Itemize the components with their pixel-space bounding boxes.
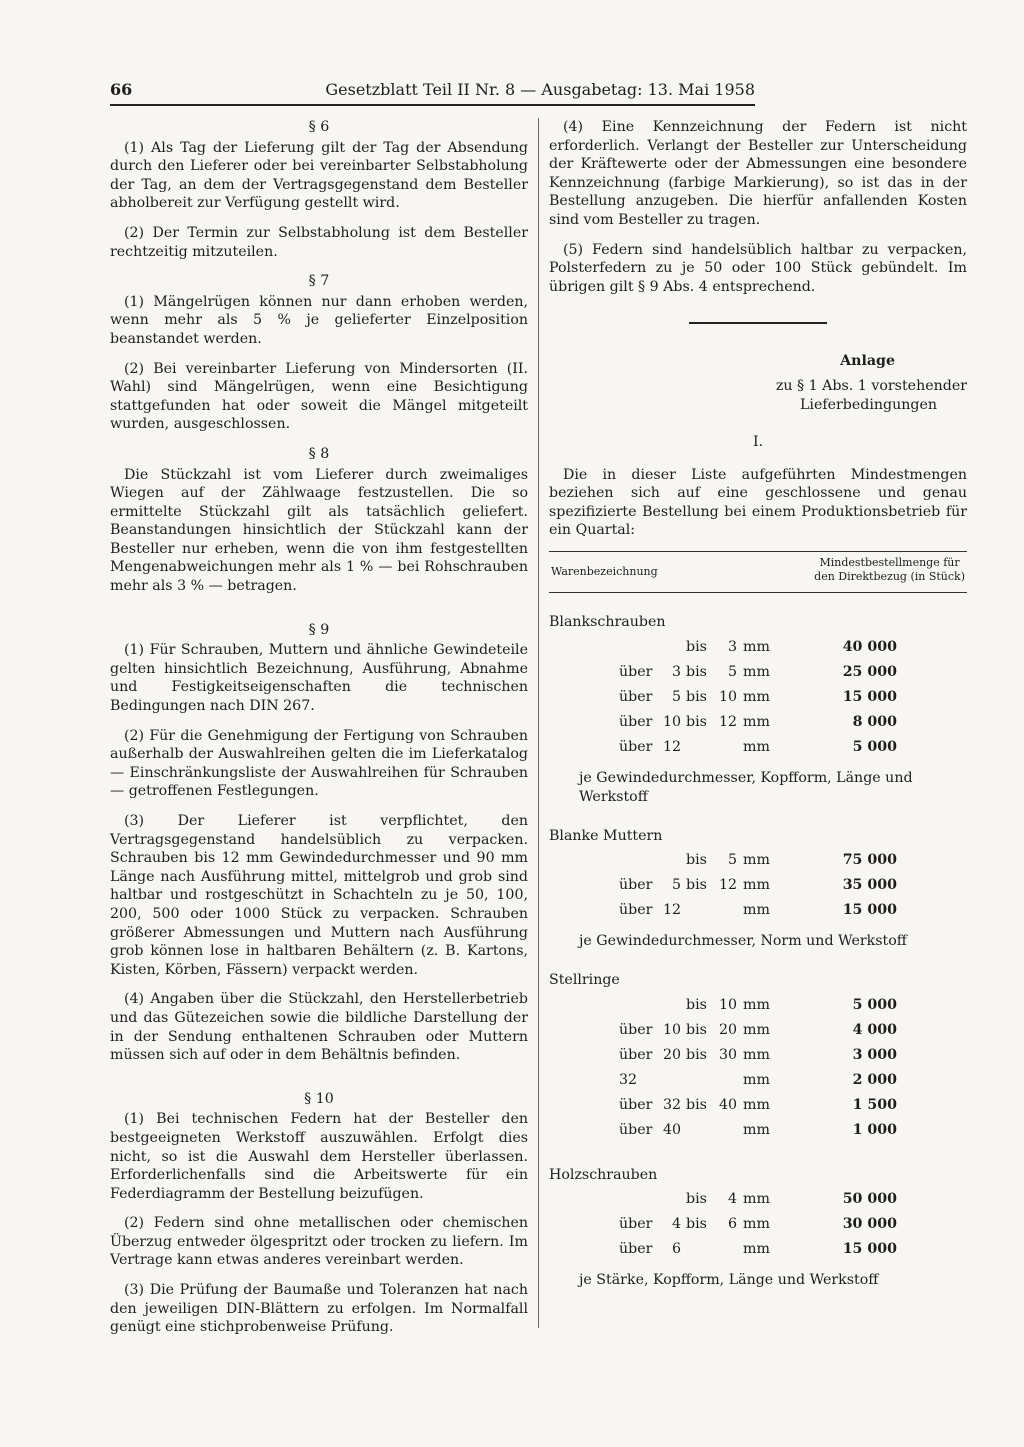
range-unit: mm — [743, 902, 770, 919]
paragraph: (1) Als Tag der Lieferung gilt der Tag der Absendung durch den Lieferer oder bei vereinbarter Selbstabholung der Tag, an dem der Vertragsgegenstand dem Besteller abholbereit zur Verfügung gestellt wird. — [110, 139, 528, 212]
range-to: 12 — [718, 713, 737, 730]
range-from: 12 — [662, 902, 681, 919]
column-header-line: Mindestbestellmenge für — [819, 555, 960, 569]
paragraph: (2) Bei vereinbarter Lieferung von Mindersorten (II. Wahl) sind Mängelrügen, wenn eine Besichtigung stattgefunden hat oder soweit die Mängel mitgeteilt wurden, ausgeschlossen. — [110, 360, 528, 433]
anlage-subtitle-line: Lieferbedingungen — [800, 396, 937, 413]
separator-rule — [689, 322, 827, 324]
range-unit: mm — [743, 738, 770, 755]
range-to: 10 — [718, 996, 737, 1013]
table-row — [549, 996, 967, 1021]
column-header — [814, 556, 965, 584]
paragraph: (2) Der Termin zur Selbstabholung ist dem Besteller rechtzeitig mitzuteilen. — [110, 224, 528, 260]
table-row — [549, 1190, 967, 1215]
paragraph: (1) Bei technischen Federn hat der Besteller den bestgeeigneten Werkstoff auszuwählen. Erfolgt dies nicht, so ist die Auswahl dem Hersteller überlassen. Erforderlichenfalls sind die Arbeitswerte für ein Federdiagramm der Bestellung beizufügen. — [110, 1111, 528, 1202]
table-row — [549, 901, 967, 926]
range-from: 12 — [662, 738, 681, 755]
range-bis: bis — [686, 1021, 707, 1038]
range-prefix: über — [619, 1021, 653, 1038]
header-title: Gesetzblatt Teil II Nr. 8 — Ausgabetag: 13. Mai 1958 — [325, 80, 755, 99]
range-prefix: über — [619, 738, 653, 755]
range-to: 20 — [718, 1021, 737, 1038]
range-bis: bis — [686, 1046, 707, 1063]
range-unit: mm — [743, 638, 770, 655]
group-note: je Gewindedurchmesser, Norm und Werkstoff — [579, 933, 907, 950]
table-body — [549, 613, 967, 1290]
table-row — [549, 1215, 967, 1240]
range-bis: bis — [686, 713, 707, 730]
range-to: 6 — [727, 1216, 737, 1233]
group-note: je Stärke, Kopfform, Länge und Werkstoff — [579, 1272, 879, 1289]
range-from: 20 — [662, 1046, 681, 1063]
range-prefix: über — [619, 1046, 653, 1063]
left-column — [110, 118, 528, 1348]
range-unit: mm — [743, 1191, 770, 1208]
paragraph: (4) Angaben über die Stückzahl, den Herstellerbetrieb und das Gütezeichen sowie die bildliche Darstellung der in der Sendung enthaltenen Schrauben oder Muttern müssen sich auf oder in dem Behältnis befinden. — [110, 991, 528, 1064]
table-group — [549, 1166, 967, 1291]
table-row — [549, 851, 967, 876]
range-to: 10 — [718, 688, 737, 705]
section-heading: § 10 — [304, 1090, 334, 1107]
range-unit: mm — [743, 1241, 770, 1258]
quantity: 1 000 — [852, 1121, 897, 1138]
quantity: 75 000 — [842, 852, 897, 869]
table-row — [549, 1121, 967, 1146]
range-prefix: über — [619, 1096, 653, 1113]
quantity: 25 000 — [842, 663, 897, 680]
quantity: 35 000 — [842, 877, 897, 894]
range-to: 4 — [727, 1191, 737, 1208]
range-bis: bis — [686, 663, 707, 680]
section-heading: § 6 — [308, 119, 330, 135]
quantity: 4 000 — [852, 1021, 897, 1038]
range-bis: bis — [686, 1096, 707, 1113]
range-prefix: über — [619, 1121, 653, 1138]
quantity: 40 000 — [842, 638, 897, 655]
group-title: Stellringe — [549, 972, 620, 989]
range-bis: bis — [686, 852, 707, 869]
range-prefix: über — [619, 1241, 653, 1258]
range-unit: mm — [743, 996, 770, 1013]
paragraph: (2) Federn sind ohne metallischen oder chemischen Überzug entweder ölgespritzt oder trocken zu liefern. Im Vertrage kann etwas anderes vereinbart werden. — [110, 1215, 528, 1269]
paragraph: (1) Mängelrügen können nur dann erhoben werden, wenn mehr als 5 % je gelieferter Einzelposition beanstandet werden. — [110, 293, 528, 347]
quantity: 15 000 — [842, 1241, 897, 1258]
quantity: 3 000 — [852, 1046, 897, 1063]
page-number: 66 — [110, 80, 133, 99]
anlage-subtitle — [549, 377, 967, 415]
range-from: 10 — [662, 1021, 681, 1038]
range-unit: mm — [743, 1096, 770, 1113]
quantity: 8 000 — [852, 713, 897, 730]
paragraph: (3) Die Prüfung der Baumaße und Toleranzen hat nach den jeweiligen DIN-Blättern zu erfolgen. Im Normalfall genügt eine stichprobenweise Prüfung. — [110, 1282, 528, 1336]
range-prefix: über — [619, 688, 653, 705]
range-from: 10 — [662, 713, 681, 730]
roman-numeral: I. — [752, 433, 764, 450]
range-from: 6 — [671, 1241, 681, 1258]
range-unit: mm — [743, 877, 770, 894]
anlage-subtitle-line: zu § 1 Abs. 1 vorstehender — [775, 377, 967, 394]
table-header — [549, 551, 967, 593]
quantity: 1 500 — [852, 1096, 897, 1113]
range-unit: mm — [743, 1046, 770, 1063]
table-group — [549, 971, 967, 1146]
range-prefix: über — [619, 902, 653, 919]
range-bis: bis — [686, 638, 707, 655]
range-from: 4 — [671, 1216, 681, 1233]
table-row — [549, 1071, 967, 1096]
quantity: 5 000 — [852, 996, 897, 1013]
table-row — [549, 738, 967, 763]
paragraph: (3) Der Lieferer ist verpflichtet, den Vertragsgegenstand handelsüblich zu verpacken. Schrauben bis 12 mm Gewindedurchmesser und 90 mm Länge nach Ausführung mittel, mittelgrob und grob sind haltbar und rostgeschützt in Schachteln zu je 50, 100, 200, 500 oder 1000 Stück zu verpacken. Schrauben größerer Abmessungen und Muttern nach Ausführung grob können lose in haltbaren Behältern (z. B. Kartons, Kisten, Körben, Fässern) verpackt werden. — [110, 813, 528, 978]
anlage-title: Anlage — [840, 353, 895, 370]
range-bis: bis — [686, 996, 707, 1013]
anlage-intro: Die in dieser Liste aufgeführten Mindestmengen beziehen sich auf eine geschlossene und genau spezifizierte Bestellung bei einem Produktionsbetrieb für ein Quartal: — [549, 466, 967, 539]
paragraph: (2) Für die Genehmigung der Fertigung von Schrauben außerhalb der Auswahlreihen gelten die im Lieferkatalog — Einschränkungsliste der Auswahlreihen für Schrauben — getroffenen Festlegungen. — [110, 727, 528, 800]
range-to: 30 — [718, 1046, 737, 1063]
range-unit: mm — [743, 1021, 770, 1038]
paragraph: (5) Federn sind handelsüblich haltbar zu verpacken, Polsterfedern zu je 50 oder 100 Stück gebündelt. Im übrigen gilt § 9 Abs. 4 entsprechend. — [549, 241, 967, 295]
quantity: 50 000 — [842, 1191, 897, 1208]
section-heading: § 8 — [308, 445, 330, 462]
range-unit: mm — [743, 1121, 770, 1138]
range-prefix: über — [619, 877, 653, 894]
table-row — [549, 1046, 967, 1071]
table-row — [549, 713, 967, 738]
range-prefix: über — [619, 713, 653, 730]
range-to: 40 — [718, 1096, 737, 1113]
group-note: je Gewindedurchmesser, Kopfform, Länge und Werkstoff — [579, 769, 913, 805]
range-unit: mm — [743, 1071, 770, 1088]
column-header: Warenbezeichnung — [551, 564, 658, 578]
range-from: 32 — [662, 1096, 681, 1113]
range-unit: mm — [743, 852, 770, 869]
range-bis: bis — [686, 1191, 707, 1208]
range-from: 40 — [662, 1121, 681, 1138]
range-from: 5 — [671, 688, 681, 705]
range-unit: mm — [743, 688, 770, 705]
paragraph: Die Stückzahl ist vom Lieferer durch zweimaliges Wiegen auf der Zählwaage festzustellen. Die so ermittelte Stückzahl gilt als tatsächlich geliefert. Beanstandungen hinsichtlich der Stückzahl kann der Besteller nur erheben, wenn die von ihm festgestellten Mengenabweichungen mehr als 1 % — bei Rohschrauben mehr als 3 % — betragen. — [110, 466, 528, 595]
range-unit: mm — [743, 663, 770, 680]
section-heading: § 7 — [308, 273, 330, 290]
quantity: 15 000 — [842, 688, 897, 705]
table-row — [549, 638, 967, 663]
range-from: 5 — [671, 877, 681, 894]
range-bis: bis — [686, 877, 707, 894]
table-row — [549, 1021, 967, 1046]
table-row — [549, 688, 967, 713]
range-prefix: über — [619, 663, 653, 680]
range-prefix: 32 — [619, 1071, 638, 1088]
paragraph: (4) Eine Kennzeichnung der Federn ist nicht erforderlich. Verlangt der Besteller zur Unterscheidung der Kräftewerte oder der Abmessungen eine besondere Kennzeichnung (farbige Markierung), so ist das in der Bestellung anzugeben. Die hierfür anfallenden Kosten sind vom Besteller zu tragen. — [549, 119, 967, 228]
range-bis: bis — [686, 1216, 707, 1233]
range-to: 12 — [718, 877, 737, 894]
range-from: 3 — [671, 663, 681, 680]
table-group — [549, 613, 967, 807]
range-bis: bis — [686, 688, 707, 705]
table-row — [549, 663, 967, 688]
table-row — [549, 876, 967, 901]
section-heading: § 9 — [308, 621, 330, 638]
table-row — [549, 1096, 967, 1121]
table-group — [549, 827, 967, 952]
column-header-line: den Direktbezug (in Stück) — [814, 569, 965, 583]
table-row — [549, 1240, 967, 1265]
range-unit: mm — [743, 1216, 770, 1233]
quantity: 5 000 — [852, 738, 897, 755]
range-to: 3 — [727, 638, 737, 655]
group-title: Blanke Muttern — [549, 827, 663, 844]
quantity: 30 000 — [842, 1216, 897, 1233]
group-title: Blankschrauben — [549, 613, 666, 630]
page-header — [110, 80, 755, 106]
group-title: Holzschrauben — [549, 1166, 658, 1183]
quantity: 15 000 — [842, 902, 897, 919]
paragraph: (1) Für Schrauben, Muttern und ähnliche Gewindeteile gelten hinsichtlich Bezeichnung, Ausführung, Abnahme und Festigkeitseigenschaften die technischen Bedingungen nach DIN 267. — [110, 642, 528, 715]
range-to: 5 — [727, 852, 737, 869]
range-to: 5 — [727, 663, 737, 680]
column-divider — [538, 118, 539, 1328]
right-column — [549, 118, 967, 1290]
range-unit: mm — [743, 713, 770, 730]
quantity: 2 000 — [852, 1071, 897, 1088]
range-prefix: über — [619, 1216, 653, 1233]
